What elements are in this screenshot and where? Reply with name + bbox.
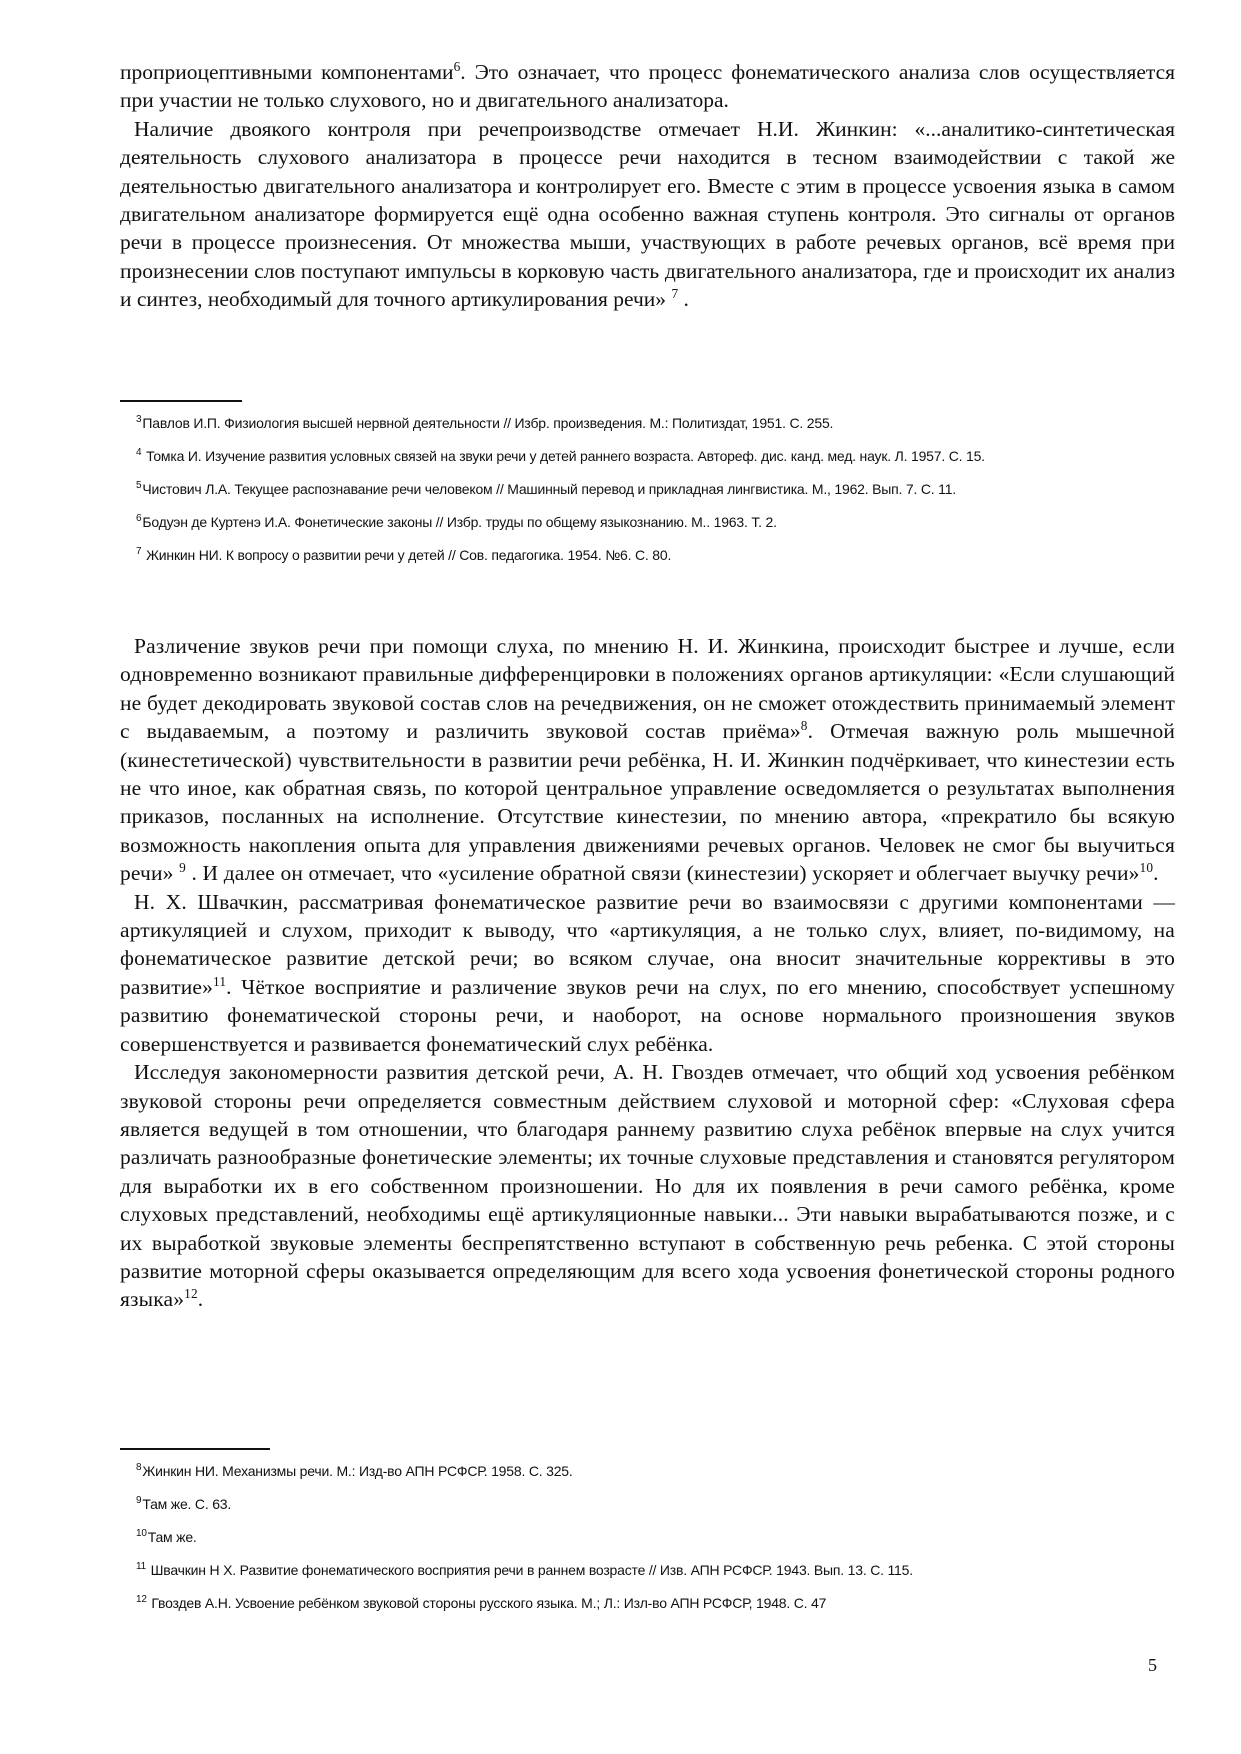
paragraph — [120, 888, 1175, 1058]
text-run: . Это означает, что процесс фонематического анализа слов осуществляется при участии не только слухового, но и двигательного анализатора. — [120, 60, 1175, 113]
footnote-text: Жинкин НИ. К вопросу о развитии речи у детей // Сов. педагогика. 1954. №6. С. 80. — [142, 547, 672, 563]
text-run: . Чёткое восприятие и различение звуков речи на слух, по его мнению, способствует успешному развитию фонематической стороны речи, и наоборот, на основе нормального произношения звуков совершенствуется и развивается фонематический слух ребёнка. — [120, 974, 1175, 1056]
text-run: . — [1153, 861, 1159, 886]
footnote-text: Томка И. Изучение развития условных связей на звуки речи у детей раннего возраста. Автореф. дис. канд. мед. наук. Л. 1957. С. 15. — [142, 448, 985, 464]
main-text-bottom — [120, 632, 1175, 1314]
main-text-top — [120, 58, 1175, 314]
text-run: Наличие двоякого контроля при речепроизводстве отмечает Н.И. Жинкин: «...аналитико-синтетическая деятельность слухового анализатора в процессе речи находится в тесном взаимодействии с такой же деятельностью двигательного анализатора и контролирует его. Вместе с этим в процессе усвоения языка в самом двигательном анализаторе формируется ещё одна особенно важная ступень контроля. Это сигналы от органов речи в процессе произнесения. От множества мыши, участвующих в работе речевых органов, всё время при произнесении слов поступают импульсы в корковую часть двигательного анализатора, где и происходит их анализ и синтез, необходимый для точного артикулирования речи» — [120, 116, 1175, 312]
footnote-number: 10 — [136, 1528, 147, 1539]
footnotes-top — [120, 410, 1180, 575]
footnote-number: 8 — [136, 1462, 142, 1473]
footnote-text: Павлов И.П. Физиология высшей нервной деятельности // Избр. произведения. М.: Политиздат, 1951. С. 255. — [142, 415, 834, 431]
footnote-text: Жинкин НИ. Механизмы речи. М.: Изд-во АПН РСФСР. 1958. С. 325. — [142, 1463, 573, 1479]
footnote-text: Бодуэн де Куртенэ И.А. Фонетические законы // Избр. труды по общему языкознанию. М.. 1963. Т. 2. — [142, 514, 777, 530]
footnote-number: 12 — [136, 1594, 147, 1605]
footnote-text: Там же. — [147, 1529, 197, 1545]
footnote — [120, 542, 1180, 565]
footnote-text: Там же. С. 63. — [142, 1496, 232, 1512]
footnote-separator — [120, 1448, 270, 1450]
text-run: Исследуя закономерности развития детской речи, А. Н. Гвоздев отмечает, что общий ход усвоения ребёнком звуковой стороны речи определяется совместным действием слуховой и моторной сфер: «Слуховая сфера является ведущей в том отношении, что благодаря раннему развитию слуха ребёнок впервые на слух учится различать разнообразные фонетические элементы; их точные слуховые представления и становятся регулятором для выработки их в его собственном произношении. Но для их появления в речи самого ребёнка, кроме слуховых представлений, необходимы ещё артикуляционные навыки... Эти навыки вырабатываются позже, и с их выработкой звуковые элементы беспрепятственно вступают в собственную речь ребенка. С этой стороны развитие моторной сферы оказывается определяющим для всего хода усвоения фонетической стороны родного языка» — [120, 1060, 1175, 1312]
footnote-ref: 12 — [184, 1286, 198, 1302]
footnote-ref: 7 — [671, 286, 679, 302]
footnote-number: 4 — [136, 447, 142, 458]
text-run: Различение звуков речи при помощи слуха, по мнению Н. И. Жинкина, происходит быстрее и лучше, если одновременно возникают правильные дифференцировки в положениях органов артикуляции: «Если слушающий не будет декодировать звуковой состав слов на речедвижения, он не сможет отождествить принимаемый элемент с выдаваемым, а поэтому и различить звуковой состав приёма» — [120, 634, 1175, 744]
footnote — [120, 509, 1180, 532]
footnote-ref: 10 — [1139, 860, 1154, 876]
footnote-number: 3 — [136, 414, 142, 425]
footnote-separator — [120, 400, 242, 402]
footnote-text: Швачкин Н Х. Развитие фонематического восприятия речи в раннем возрасте // Изв. АПН РСФСР. 1943. Вып. 13. С. 115. — [146, 1562, 913, 1578]
footnote-number: 6 — [136, 513, 142, 524]
footnote — [120, 410, 1180, 433]
text-run: . — [197, 1287, 204, 1312]
footnote-number: 5 — [136, 480, 142, 491]
footnote-text: Гвоздев А.Н. Усвоение ребёнком звуковой стороны русского языка. М.; Л.: Изл-во АПН РСФСР, 1948. С. 47 — [147, 1595, 827, 1611]
text-run: . Отмечая важную роль мышечной (кинестетической) чувствительности в развитии речи ребёнка, Н. И. Жинкин подчёркивает, что кинестезии есть не что иное, как обратная связь, по которой центральное управление осведомляется о результатах выполнения приказов, посланных на исполнение. Отсутствие кинестезии, по мнению автора, «прекратило бы всякую возможность накопления опыта для управления движениями речевых органов. Человек не смог бы выучиться речи» — [120, 719, 1175, 886]
footnotes-bottom — [120, 1458, 1180, 1623]
paragraph — [120, 58, 1175, 115]
footnote-number: 11 — [136, 1561, 146, 1572]
text-run: . — [678, 287, 689, 312]
text-run: Н. Х. Швачкин, рассматривая фонематическое развитие речи во взаимосвязи с другими компонентами — артикуляцией и слухом, приходит к выводу, что «артикуляция, а не только слух, влияет, по-видимому, на фонематическое развитие детской речи; во всяком случае, она вносит значительные коррективы в это развитие» — [120, 889, 1175, 999]
text-run: . И далее он отмечает, что «усиление обратной связи (кинестезии) ускоряет и облегчает выучку речи» — [185, 861, 1140, 886]
paragraph — [120, 115, 1175, 314]
footnote-ref: 8 — [800, 718, 808, 734]
footnote — [120, 443, 1180, 466]
footnote — [120, 1557, 1180, 1580]
footnote-ref: 6 — [453, 58, 461, 74]
footnote — [120, 476, 1180, 499]
footnote-ref: 11 — [213, 973, 227, 989]
paragraph — [120, 1058, 1175, 1314]
footnote — [120, 1458, 1180, 1481]
footnote-ref: 9 — [179, 860, 186, 876]
footnote — [120, 1491, 1180, 1514]
page-number: 5 — [1148, 1655, 1157, 1675]
footnote-number: 7 — [136, 546, 142, 557]
footnote — [120, 1524, 1180, 1547]
text-run: проприоцептивными компонентами — [120, 60, 454, 84]
footnote — [120, 1590, 1180, 1613]
footnote-text: Чистович Л.А. Текущее распознавание речи человеком // Машинный перевод и прикладная лингвистика. М., 1962. Вып. 7. С. 11. — [142, 481, 956, 497]
footnote-number: 9 — [136, 1495, 142, 1506]
paragraph — [120, 632, 1175, 888]
